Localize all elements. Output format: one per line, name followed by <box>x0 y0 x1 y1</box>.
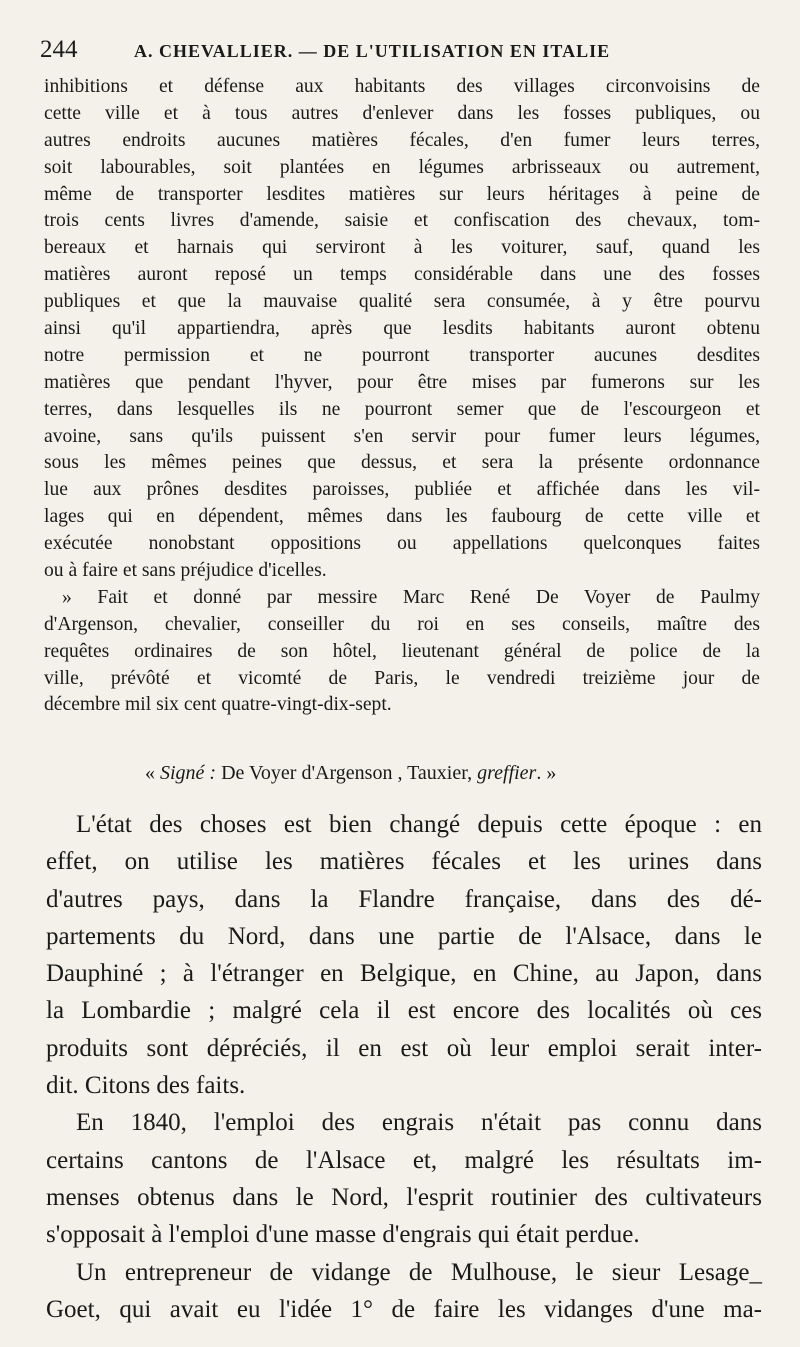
text-line: publiques et que la mauvaise qualité sera consumée, à y être pourvu <box>44 291 760 313</box>
text-line: lue aux prônes desdites paroisses, publiée et affichée dans les vil- <box>44 479 760 501</box>
text-line: avoine, sans qu'ils puissent s'en servir pour fumer leurs légumes, <box>44 425 760 447</box>
text-line: menses obtenus dans le Nord, l'esprit routinier des cultivateurs <box>46 1183 762 1211</box>
text-line: ou à faire et sans préjudice d'icelles. <box>44 560 327 582</box>
text-line: effet, on utilise les matières fécales et les urines dans <box>46 848 762 876</box>
text-line: Dauphiné ; à l'étranger en Belgique, en Chine, au Japon, dans <box>46 960 762 988</box>
signature-line <box>145 762 765 785</box>
running-title: A. CHEVALLIER. — DE L'UTILISATION EN ITALIE <box>134 41 611 61</box>
text-line: ainsi qu'il appartiendra, après que lesdits habitants auront obtenu <box>44 318 760 340</box>
quoted-ordinance <box>44 74 760 719</box>
text-line: » Fait et donné par messire Marc René De Voyer de Paulmy <box>62 586 760 608</box>
signatory-role: greffier <box>477 762 537 784</box>
text-line: la Lombardie ; malgré cela il est encore des localités où ces <box>46 997 762 1025</box>
main-text <box>46 806 762 1328</box>
page-header <box>34 36 764 70</box>
text-line: ville, prévôté et vicomté de Paris, le vendredi treizième jour de <box>44 667 760 689</box>
text-line: L'état des choses est bien changé depuis cette époque : en <box>76 811 762 838</box>
signature-close: . » <box>536 762 557 784</box>
signatory-names: De Voyer d'Argenson , Tauxier, <box>216 762 478 784</box>
text-line: partements du Nord, dans une partie de l'Alsace, dans le <box>46 922 762 950</box>
text-line: s'opposait à l'emploi d'une masse d'engrais qui était perdue. <box>46 1221 640 1249</box>
text-line: produits sont dépréciés, il en est où leur emploi serait inter- <box>46 1034 762 1062</box>
text-line: sous les mêmes peines que dessus, et sera la présente ordonnance <box>44 452 760 474</box>
text-line: matières auront reposé un temps considérable dans une des fosses <box>44 264 760 286</box>
text-line: matières que pendant l'hyver, pour être mises par fumerons sur les <box>44 371 760 393</box>
text-line: certains cantons de l'Alsace et, malgré les résultats im- <box>46 1146 762 1174</box>
signature-open: « <box>145 762 160 784</box>
text-line: soit labourables, soit plantées en légumes arbrisseaux ou autrement, <box>44 156 760 178</box>
text-line: décembre mil six cent quatre-vingt-dix-sept. <box>44 694 392 716</box>
text-line: exécutée nonobstant oppositions ou appellations quelconques faites <box>44 533 760 555</box>
text-line: trois cents livres d'amende, saisie et confiscation des chevaux, tom- <box>44 210 760 232</box>
text-line: cette ville et à tous autres d'enlever dans les fosses publiques, ou <box>44 102 760 124</box>
text-line: notre permission et ne pourront transporter aucunes desdites <box>44 344 760 366</box>
text-line: d'Argenson, chevalier, conseiller du roi en ses conseils, maître des <box>44 613 760 635</box>
text-line: bereaux et harnais qui serviront à les voiturer, sauf, quand les <box>44 237 760 259</box>
text-line: d'autres pays, dans la Flandre française, dans des dé- <box>46 885 762 913</box>
text-line: autres endroits aucunes matières fécales, d'en fumer leurs terres, <box>44 129 760 151</box>
text-line: En 1840, l'emploi des engrais n'était pas connu dans <box>76 1109 762 1137</box>
text-line: dit. Citons des faits. <box>46 1072 246 1100</box>
text-line: même de transporter lesdites matières sur leurs héritages à peine de <box>44 183 760 205</box>
text-line: requêtes ordinaires de son hôtel, lieutenant général de police de la <box>44 640 760 662</box>
text-line: Goet, qui avait eu l'idée 1° de faire les vidanges d'une ma- <box>46 1295 762 1323</box>
signed-label: Signé : <box>160 762 217 784</box>
text-line: terres, dans lesquelles ils ne pourront semer que de l'escourgeon et <box>44 398 760 420</box>
page-number: 244 <box>40 36 78 63</box>
text-line: Un entrepreneur de vidange de Mulhouse, le sieur Lesage_ <box>76 1258 762 1286</box>
text-line: inhibitions et défense aux habitants des villages circonvoisins de <box>44 76 760 97</box>
text-line: lages qui en dépendent, mêmes dans les faubourg de cette ville et <box>44 506 760 528</box>
